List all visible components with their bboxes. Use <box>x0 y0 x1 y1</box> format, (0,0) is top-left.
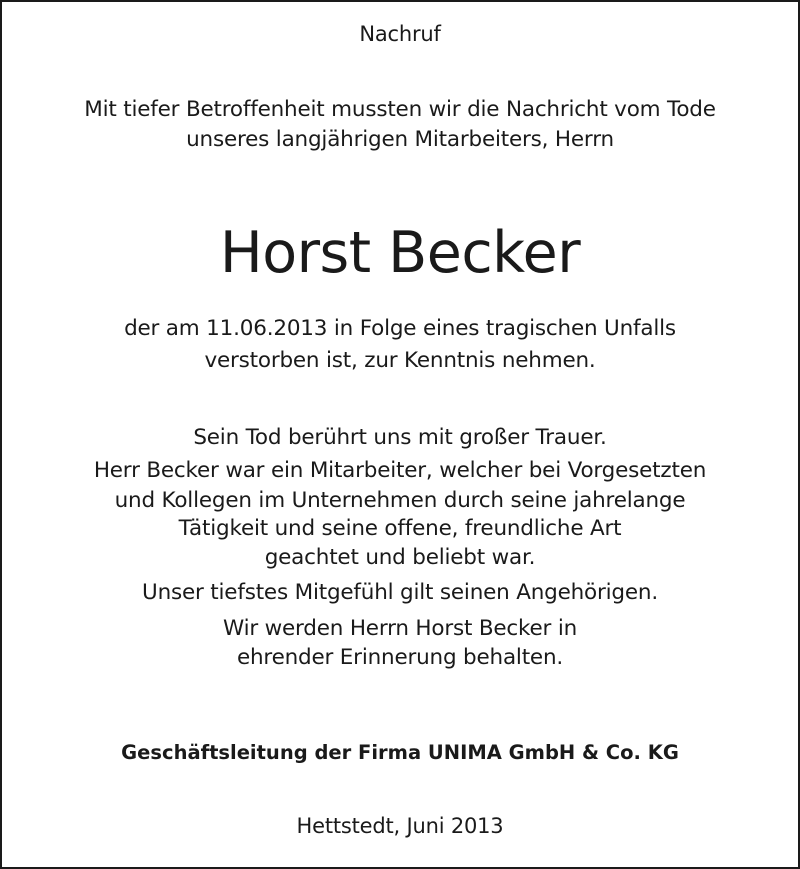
death-info-line-1: der am 11.06.2013 in Folge eines tragischen Unfalls <box>124 316 676 341</box>
death-info-line-2: verstorben ist, zur Kenntnis nehmen. <box>204 348 596 373</box>
tribute-line-2: Herr Becker war ein Mitarbeiter, welcher bei Vorgesetzten <box>93 458 707 483</box>
intro-line-1: Mit tiefer Betroffenheit mussten wir die Nachricht vom Tode <box>84 97 716 122</box>
tribute-line-4: Tätigkeit und seine offene, freundliche Art <box>178 516 622 541</box>
notice-heading: Nachruf <box>359 22 441 46</box>
tribute-line-5: geachtet und beliebt war. <box>264 545 536 570</box>
tribute-line-8: ehrender Erinnerung behalten. <box>236 645 564 670</box>
tribute-line-6: Unser tiefstes Mitgefühl gilt seinen Angehörigen. <box>142 580 658 605</box>
tribute-line-7: Wir werden Herrn Horst Becker in <box>222 616 578 641</box>
place-date: Hettstedt, Juni 2013 <box>296 814 504 838</box>
signature: Geschäftsleitung der Firma UNIMA GmbH & Co. KG <box>121 741 679 764</box>
tribute-line-1: Sein Tod berührt uns mit großer Trauer. <box>193 425 607 450</box>
intro-line-2: unseres langjährigen Mitarbeiters, Herrn <box>186 127 614 152</box>
deceased-name: Horst Becker <box>219 220 581 286</box>
tribute-line-3: und Kollegen im Unternehmen durch seine jahrelange <box>114 488 686 513</box>
